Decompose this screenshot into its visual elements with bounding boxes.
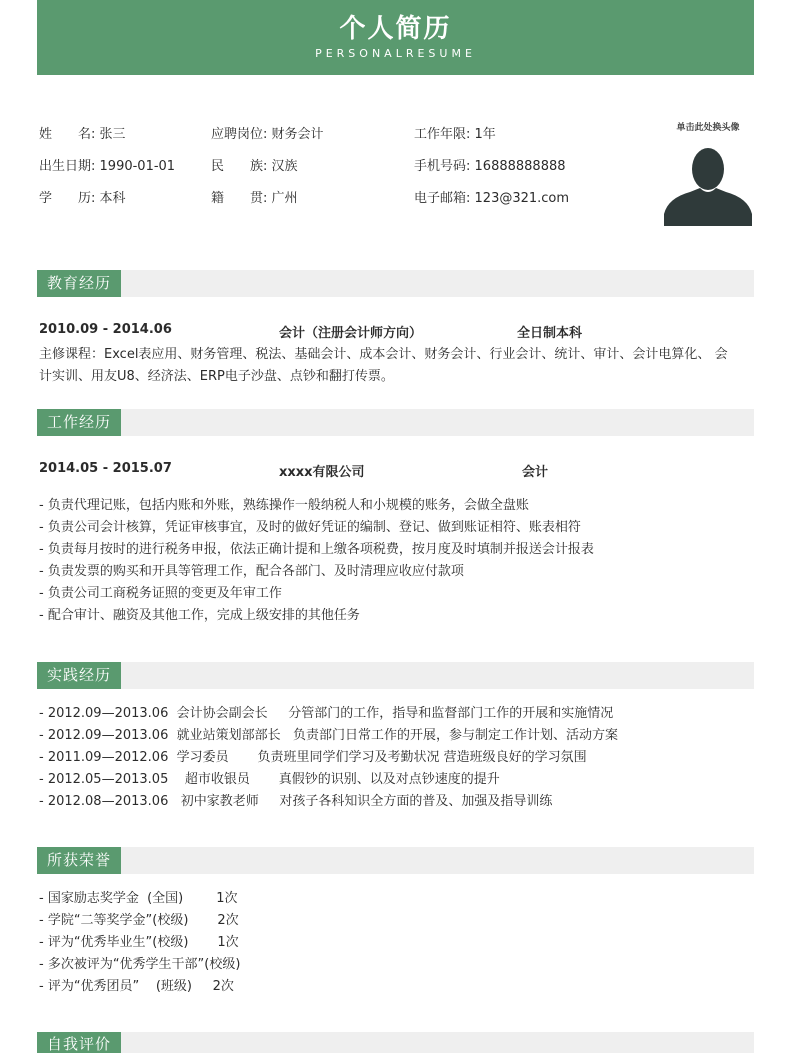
education-degree: 全日制本科 [517,326,583,341]
education-courses: 主修课程：Excel表应用、财务管理、税法、基础会计、成本会计、财务会计、行业会计、统计、审计、会计电算化、 会计实训、用友U8、经济法、ERP电子沙盘、点钞和翻打传票。 [39,347,728,384]
resume-subtitle: PERSONALRESUME [315,47,476,60]
info-row [39,182,639,214]
info-hometown [211,187,298,206]
info-value: 本科 [99,191,126,206]
list-item: - 负责代理记账，包括内账和外账，熟练操作一般纳税人和小规模的账务，会做全盘账 [39,498,529,513]
info-value: 汉族 [271,159,298,174]
section-heading: 所获荣誉 [37,847,121,874]
section-self-eval [37,1032,754,1053]
work-duties [39,495,754,627]
info-value: 财务会计 [271,127,324,142]
list-item: - 评为“优秀团员” (班级) 2次 [39,979,234,994]
info-phone [414,155,566,174]
section-honors [37,847,754,874]
info-years [414,123,496,142]
info-label: 手机号码: [414,159,471,174]
info-value: 1990-01-01 [99,159,176,174]
info-label: 出生日期: [39,159,96,174]
info-value: 广州 [271,191,298,206]
work-period: 2014.05 - 2015.07 [39,461,172,476]
practice-list [39,703,754,813]
list-item: - 2012.08—2013.06 初中家教老师 对孩子各科知识全方面的普及、加强及指导训练 [39,794,553,809]
education-major: 会计（注册会计师方向） [279,326,423,341]
education-period: 2010.09 - 2014.06 [39,322,172,337]
list-item: - 配合审计、融资及其他工作，完成上级安排的其他任务 [39,608,360,623]
honors-list [39,888,754,998]
list-item: - 2012.09—2013.06 会计协会副会长 分管部门的工作，指导和监督部门工作的开展和实施情况 [39,706,614,721]
info-label: 民 族: [211,159,268,174]
work-company: xxxx有限公司 [279,465,365,480]
section-heading: 教育经历 [37,270,121,297]
photo-hint: 单击此处换头像 [676,123,740,133]
list-item: - 2012.05—2013.05 超市收银员 真假钞的识别、以及对点钞速度的提升 [39,772,500,787]
info-value: 1年 [474,127,496,142]
info-label: 电子邮箱: [414,191,471,206]
info-value: 16888888888 [474,159,566,174]
work-position: 会计 [522,465,549,480]
info-ethnicity [211,155,298,174]
info-position [211,123,324,142]
resume-banner [37,0,754,75]
info-row [39,118,639,150]
info-value: 张三 [99,127,126,142]
list-item: - 评为“优秀毕业生”(校级) 1次 [39,935,239,950]
section-heading: 工作经历 [37,409,121,436]
list-item: - 负责发票的购买和开具等管理工作，配合各部门、及时清理应收应付款项 [39,564,464,579]
info-label: 籍 贯: [211,191,268,206]
list-item: - 负责每月按时的进行税务申报，依法正确计提和上缴各项税费，按月度及时填制并报送会计报表 [39,542,594,557]
list-item: - 2012.09—2013.06 就业站策划部部长 负责部门日常工作的开展，参与制定工作计划、活动方案 [39,728,619,743]
info-label: 应聘岗位: [211,127,268,142]
info-name [39,123,126,142]
list-item: - 负责公司会计核算，凭证审核事宜，及时的做好凭证的编制、登记、做到账证相符、账表相符 [39,520,581,535]
info-label: 学 历: [39,191,96,206]
section-heading: 自我评价 [37,1032,121,1053]
list-item: - 多次被评为“优秀学生干部”(校级) [39,957,241,972]
avatar-silhouette-icon [664,144,752,226]
list-item: - 负责公司工商税务证照的变更及年审工作 [39,586,282,601]
info-birthdate [39,155,175,174]
personal-info [39,118,639,214]
section-education [37,270,754,297]
info-label: 工作年限: [414,127,471,142]
resume-title: 个人简历 [339,14,452,44]
info-email [414,187,569,206]
section-heading: 实践经历 [37,662,121,689]
avatar[interactable] [662,118,754,226]
info-education [39,187,126,206]
info-label: 姓 名: [39,127,96,142]
list-item: - 2011.09—2012.06 学习委员 负责班里同学们学习及考勤状况 营造班级良好的学习氛围 [39,750,587,765]
section-practice [37,662,754,689]
list-item: - 学院“二等奖学金”(校级) 2次 [39,913,239,928]
list-item: - 国家励志奖学金 (全国) 1次 [39,891,238,906]
info-row [39,150,639,182]
section-work [37,409,754,436]
info-value: 123@321.com [474,191,570,206]
